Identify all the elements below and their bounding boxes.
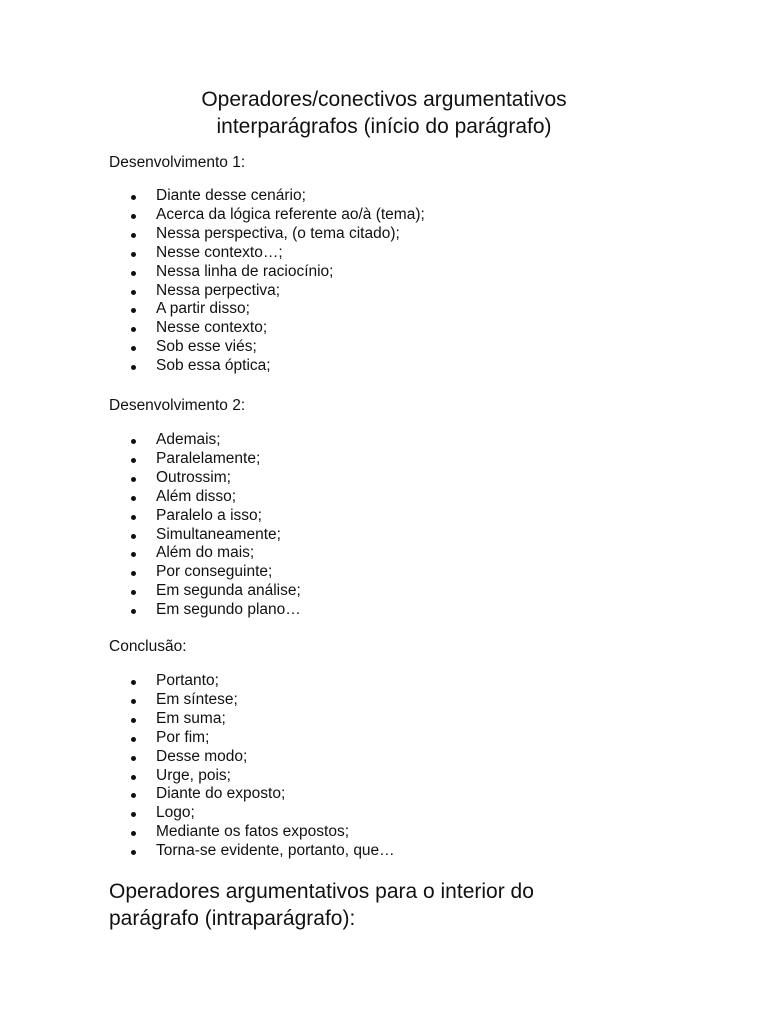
- list-item-text: Nessa linha de raciocínio;: [156, 262, 334, 280]
- list-item: [0, 300, 425, 319]
- bullet-icon: [131, 850, 136, 855]
- list-item: [0, 187, 425, 206]
- list-item-text: Nesse contexto;: [156, 319, 268, 337]
- list-item-text: Sob essa óptica;: [156, 357, 271, 375]
- list-item-text: Paralelamente;: [156, 449, 261, 467]
- list-item: [0, 691, 395, 710]
- bullet-icon: [131, 793, 136, 798]
- list-item-text: Por conseguinte;: [156, 563, 273, 581]
- bullet-icon: [131, 775, 136, 780]
- list-item-text: Diante do exposto;: [156, 785, 286, 803]
- list-item: [0, 842, 395, 861]
- bullet-icon: [131, 290, 136, 295]
- bullet-icon: [131, 756, 136, 761]
- bullet-list-desenvolvimento-2: [0, 431, 301, 620]
- bullet-icon: [131, 699, 136, 704]
- bullet-icon: [131, 308, 136, 313]
- page-title: [0, 86, 768, 140]
- list-item: [0, 507, 301, 526]
- page-title-line-2: interparágrafos (início do parágrafo): [216, 115, 552, 138]
- bullet-list-desenvolvimento-1: [0, 187, 425, 376]
- bullet-icon: [131, 737, 136, 742]
- list-item-text: Além do mais;: [156, 544, 255, 562]
- list-item: [0, 206, 425, 225]
- list-item-text: Além disso;: [156, 487, 237, 505]
- section-label-desenvolvimento-2: Desenvolvimento 2:: [109, 397, 246, 414]
- section-label-conclusao: Conclusão:: [109, 638, 187, 655]
- bullet-icon: [131, 233, 136, 238]
- list-item: [0, 601, 301, 620]
- bullet-icon: [131, 458, 136, 463]
- list-item: [0, 785, 395, 804]
- list-item-text: Torna-se evidente, portanto, que…: [156, 842, 395, 860]
- bullet-icon: [131, 439, 136, 444]
- list-item-text: Em síntese;: [156, 690, 238, 708]
- bullet-icon: [131, 831, 136, 836]
- bullet-icon: [131, 252, 136, 257]
- list-item: [0, 319, 425, 338]
- list-item-text: Sob esse viés;: [156, 338, 257, 356]
- list-item-text: Nesse contexto…;: [156, 243, 283, 261]
- list-item-text: Nessa perspectiva, (o tema citado);: [156, 224, 400, 242]
- bullet-icon: [131, 680, 136, 685]
- list-item: [0, 582, 301, 601]
- bullet-icon: [131, 365, 136, 370]
- list-item-text: Acerca da lógica referente ao/à (tema);: [156, 205, 425, 223]
- list-item-text: Outrossim;: [156, 468, 231, 486]
- section-label-desenvolvimento-1: Desenvolvimento 1:: [109, 154, 246, 171]
- list-item-text: A partir disso;: [156, 300, 250, 318]
- list-item: [0, 563, 301, 582]
- list-item: [0, 526, 301, 545]
- list-item: [0, 544, 301, 563]
- list-item-text: Em segundo plano…: [156, 601, 301, 619]
- list-item: [0, 225, 425, 244]
- section-heading-intraparagrafo: [109, 878, 669, 932]
- list-item-text: Portanto;: [156, 672, 219, 689]
- bullet-icon: [131, 571, 136, 576]
- bullet-icon: [131, 346, 136, 351]
- bullet-icon: [131, 327, 136, 332]
- section-heading-line-2: parágrafo (intraparágrafo):: [109, 907, 356, 930]
- bullet-icon: [131, 195, 136, 200]
- list-item-text: Em suma;: [156, 709, 226, 727]
- list-item-text: Desse modo;: [156, 747, 248, 765]
- list-item: [0, 710, 395, 729]
- bullet-icon: [131, 214, 136, 219]
- list-item: [0, 672, 395, 691]
- list-item: [0, 282, 425, 301]
- list-item-text: Logo;: [156, 804, 195, 822]
- bullet-list-conclusao: [0, 672, 395, 861]
- list-item-text: Urge, pois;: [156, 766, 231, 784]
- list-item: [0, 263, 425, 282]
- bullet-icon: [131, 812, 136, 817]
- bullet-icon: [131, 590, 136, 595]
- list-item: [0, 431, 301, 450]
- list-item: [0, 488, 301, 507]
- bullet-icon: [131, 477, 136, 482]
- list-item-text: Simultaneamente;: [156, 525, 281, 543]
- list-item-text: Paralelo a isso;: [156, 506, 262, 524]
- list-item-text: Diante desse cenário;: [156, 187, 306, 204]
- list-item: [0, 767, 395, 786]
- list-item: [0, 450, 301, 469]
- bullet-icon: [131, 534, 136, 539]
- page-title-line-1: Operadores/conectivos argumentativos: [201, 88, 567, 111]
- list-item-text: Nessa perpectiva;: [156, 281, 281, 299]
- list-item: [0, 244, 425, 263]
- list-item: [0, 357, 425, 376]
- list-item-text: Mediante os fatos expostos;: [156, 823, 350, 841]
- section-heading-line-1: Operadores argumentativos para o interior do: [109, 880, 534, 903]
- list-item-text: Ademais;: [156, 431, 221, 448]
- list-item-text: Em segunda análise;: [156, 582, 301, 600]
- bullet-icon: [131, 271, 136, 276]
- bullet-icon: [131, 552, 136, 557]
- list-item: [0, 338, 425, 357]
- bullet-icon: [131, 496, 136, 501]
- list-item: [0, 823, 395, 842]
- list-item: [0, 469, 301, 488]
- list-item: [0, 804, 395, 823]
- list-item-text: Por fim;: [156, 728, 210, 746]
- list-item: [0, 748, 395, 767]
- bullet-icon: [131, 718, 136, 723]
- bullet-icon: [131, 515, 136, 520]
- list-item: [0, 729, 395, 748]
- bullet-icon: [131, 609, 136, 614]
